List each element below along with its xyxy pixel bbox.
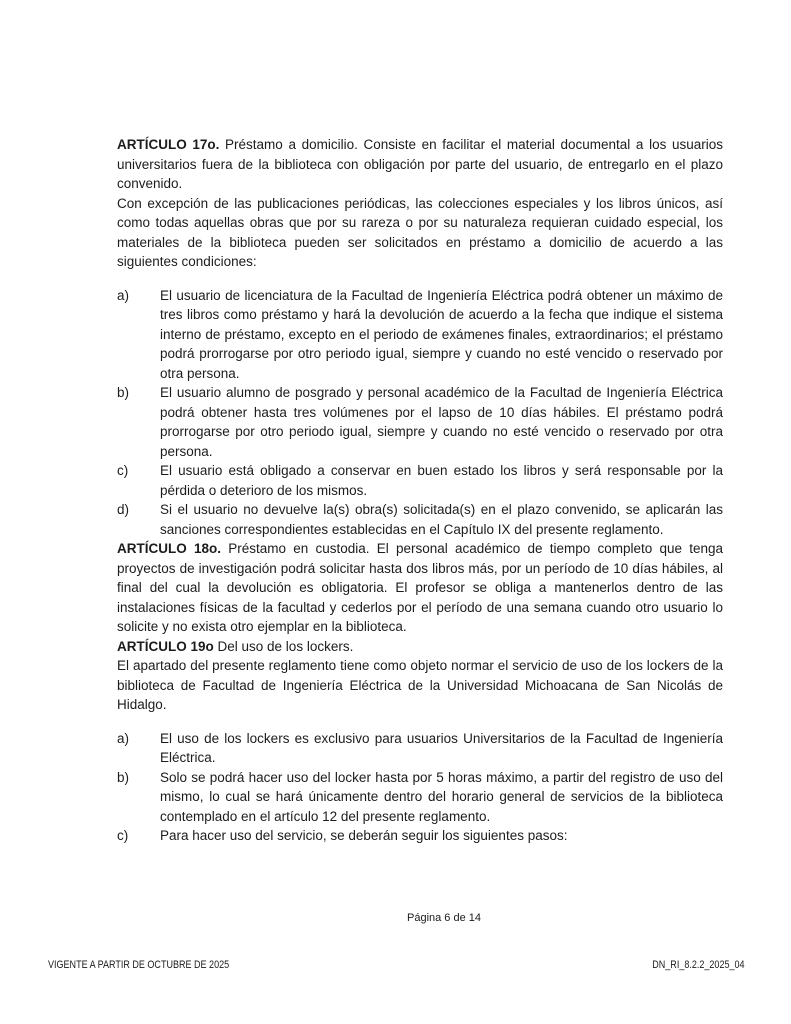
article-19-text: El apartado del presente reglamento tiene como objeto normar el servicio de uso de los lockers de la biblioteca de Facultad de Ingeniería Eléctrica de la Universidad Michoacana de San Nicolás de Hidalgo.: [117, 658, 723, 712]
article-19-title-text: Del uso de los lockers.: [213, 638, 354, 654]
article-18-heading: ARTÍCULO 18o.: [117, 541, 221, 556]
list-item-text: Si el usuario no devuelve la(s) obra(s) solicitada(s) en el plazo convenido, se aplicarán las sanciones correspondientes establecidas en el Capítulo IX del presente reglamento.: [160, 502, 723, 537]
document-content: [117, 135, 723, 846]
list-item: [117, 768, 723, 827]
article-17-conditions-list: [117, 286, 723, 540]
list-item-marker: b): [117, 769, 130, 785]
page-number: Página 6 de 14: [406, 912, 482, 924]
list-item-text: Solo se podrá hacer uso del locker hasta por 5 horas máximo, a partir del registro de uso del mismo, lo cual se hará únicamente dentro del horario general de servicios de la biblioteca contemplado en el artículo 12 del presente reglamento.: [160, 769, 723, 824]
list-item-marker: d): [117, 502, 130, 517]
list-item-marker: a): [117, 730, 130, 746]
list-item-text: Para hacer uso del servicio, se deberán seguir los siguientes pasos:: [160, 828, 568, 843]
article-19-title-line: [117, 637, 723, 657]
list-item-marker: c): [117, 463, 129, 478]
list-item: [117, 286, 723, 384]
list-item-text: El usuario alumno de posgrado y personal académico de la Facultad de Ingeniería Eléctrica podrá obtener hasta tres volúmenes por el lapso de 10 días hábiles. El préstamo podrá prorrogarse por otro periodo igual, siempre y cuando no esté vencido o reservado por otra persona.: [160, 385, 723, 459]
article-19-conditions-list: [117, 729, 723, 846]
article-17-text: Préstamo a domicilio. Consiste en facilitar el material documental a los usuarios universitarios fuera de la biblioteca con obligación por parte del usuario, de entregarlo en el plazo convenido.: [117, 137, 723, 191]
footer-effective-date: VIGENTE A PARTIR DE OCTUBRE DE 2025: [48, 959, 230, 971]
article-19-heading: ARTÍCULO 19o: [117, 638, 214, 654]
list-item: [117, 461, 723, 500]
article-17-heading: ARTÍCULO 17o.: [117, 137, 220, 152]
article-17-conditions-intro: [117, 194, 723, 272]
list-item: [117, 383, 723, 461]
list-item-text: El usuario de licenciatura de la Facultad de Ingeniería Eléctrica podrá obtener un máximo de tres libros como préstamo y hará la devolución de acuerdo a la fecha que indique el sistema interno de préstamo, excepto en el periodo de exámenes finales, extraordinarios; el préstamo podrá prorrogarse por otro periodo igual, siempre y cuando no esté vencido o reservado por otra persona.: [160, 287, 723, 381]
article-18-text: Préstamo en custodia. El personal académico de tiempo completo que tenga proyectos de investigación podrá solicitar hasta dos libros más, por un período de 10 días hábiles, al final del cual la devolución es obligatoria. El profesor se obliga a mantenerlos dentro de las instalaciones físicas de la facultad y cederlos por el período de una semana cuando otro usuario lo solicite y no exista otro ejemplar en la biblioteca.: [117, 541, 723, 634]
list-item-text: El usuario está obligado a conservar en buen estado los libros y será responsable por la pérdida o deterioro de los mismos.: [160, 463, 723, 498]
article-17-paragraph: [117, 135, 723, 194]
list-item-marker: a): [117, 287, 130, 303]
list-item: [117, 729, 723, 768]
article-17-conditions-intro-text: Con excepción de las publicaciones periódicas, las colecciones especiales y los libros únicos, así como todas aquellas obras que por su rareza o por su naturaleza requieran cuidado especial, los materiales de la biblioteca pueden ser solicitados en préstamo a domicilio de acuerdo a las siguientes condiciones:: [117, 195, 723, 269]
list-item-text: El uso de los lockers es exclusivo para usuarios Universitarios de la Facultad de Ingeniería Eléctrica.: [160, 730, 723, 765]
list-item: [117, 500, 723, 539]
list-item: [117, 826, 723, 846]
article-19-paragraph: [117, 656, 723, 715]
article-18-paragraph: [117, 539, 723, 637]
list-item-marker: b): [117, 385, 130, 400]
footer-document-code: DN_RI_8.2.2_2025_04: [652, 959, 745, 971]
list-item-marker: c): [117, 828, 129, 843]
